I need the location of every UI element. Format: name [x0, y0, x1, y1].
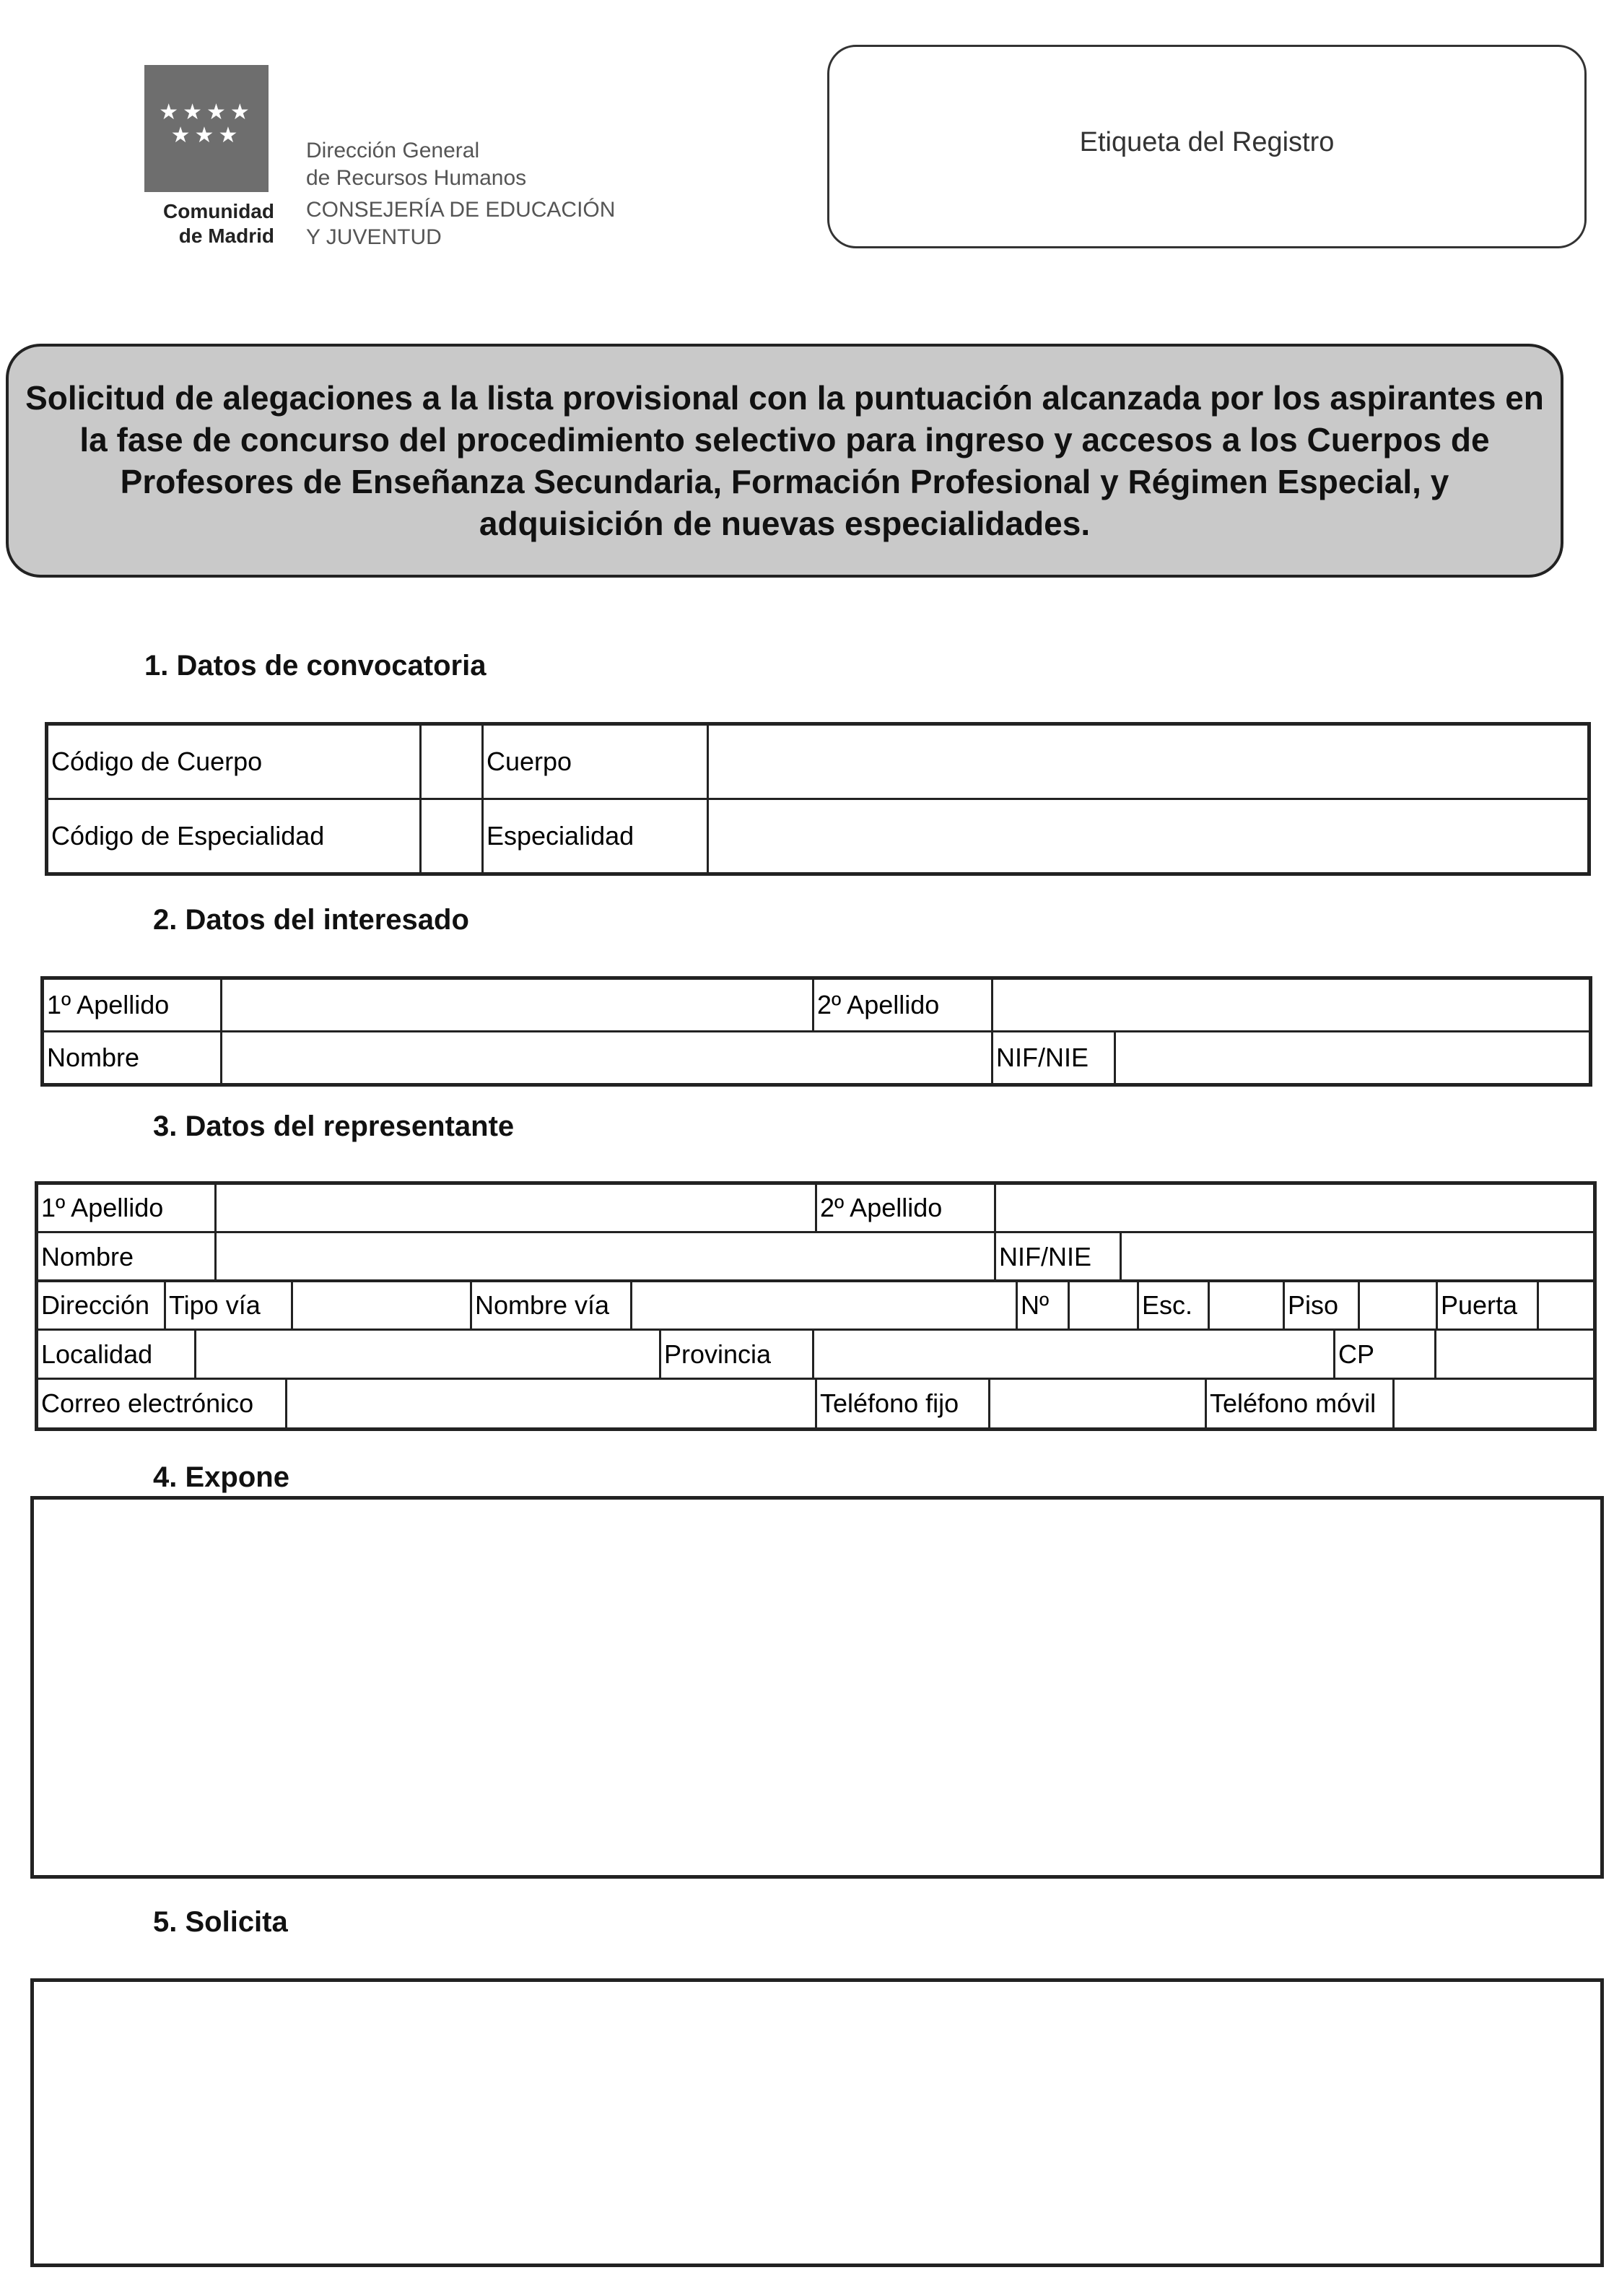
representante-table-locality — [35, 1329, 1597, 1380]
representante-table-contact — [35, 1378, 1597, 1431]
representante-nombre-label: Nombre — [37, 1232, 216, 1282]
section-heading-convocatoria: 1. Datos de convocatoria — [144, 650, 487, 682]
tipo-via-field[interactable] — [292, 1281, 471, 1330]
telefono-fijo-label: Teléfono fijo — [816, 1379, 990, 1430]
registry-label: Etiqueta del Registro — [1079, 127, 1335, 157]
piso-label: Piso — [1284, 1281, 1359, 1330]
telefono-movil-field[interactable] — [1394, 1379, 1595, 1430]
interesado-nif-field[interactable] — [1115, 1032, 1591, 1085]
numero-label: Nº — [1017, 1281, 1069, 1330]
convocatoria-table — [45, 722, 1591, 876]
provincia-label: Provincia — [660, 1330, 813, 1379]
tipo-via-label: Tipo vía — [165, 1281, 292, 1330]
logo-caption: Comunidad de Madrid — [163, 200, 274, 247]
interesado-apellido1-label: 1º Apellido — [43, 978, 222, 1032]
interesado-nombre-label: Nombre — [43, 1032, 222, 1085]
section-heading-expone: 4. Expone — [153, 1461, 289, 1493]
interesado-table — [40, 976, 1592, 1087]
representante-nombre-field[interactable] — [216, 1232, 995, 1282]
representante-table-names — [35, 1181, 1597, 1282]
expone-textarea[interactable] — [30, 1496, 1604, 1879]
representante-table-address — [35, 1279, 1597, 1331]
logo-stars-icon: ★★★★ ★★★ — [159, 100, 254, 147]
escalera-field[interactable] — [1209, 1281, 1284, 1330]
telefono-movil-label: Teléfono móvil — [1206, 1379, 1394, 1430]
provincia-field[interactable] — [813, 1330, 1335, 1379]
representante-apellido2-field[interactable] — [995, 1183, 1595, 1232]
interesado-apellido2-label: 2º Apellido — [813, 978, 993, 1032]
codigo-cuerpo-label: Código de Cuerpo — [47, 724, 421, 799]
interesado-nombre-field[interactable] — [222, 1032, 993, 1085]
piso-field[interactable] — [1359, 1281, 1437, 1330]
interesado-apellido2-field[interactable] — [993, 978, 1591, 1032]
cp-label: CP — [1335, 1330, 1436, 1379]
nombre-via-label: Nombre vía — [471, 1281, 632, 1330]
especialidad-field[interactable] — [708, 799, 1589, 874]
form-title: Solicitud de alegaciones a la lista provisional con la puntuación alcanzada por los aspirantes en la fase de concurso del procedimiento selectivo para ingreso y accesos a los Cuerpos de Profesores de Enseñanza Secundaria, Formación Profesional y Régimen Especial, y adquisición de nuevas especialidades. — [25, 379, 1544, 542]
cp-field[interactable] — [1436, 1330, 1595, 1379]
section-heading-solicita: 5. Solicita — [153, 1906, 288, 1938]
telefono-fijo-field[interactable] — [990, 1379, 1206, 1430]
section-heading-representante: 3. Datos del representante — [153, 1110, 515, 1142]
nombre-via-field[interactable] — [632, 1281, 1017, 1330]
title-banner — [6, 344, 1563, 578]
numero-field[interactable] — [1069, 1281, 1138, 1330]
interesado-nif-label: NIF/NIE — [993, 1032, 1115, 1085]
localidad-label: Localidad — [37, 1330, 196, 1379]
correo-field[interactable] — [287, 1379, 816, 1430]
puerta-label: Puerta — [1437, 1281, 1538, 1330]
representante-apellido1-field[interactable] — [216, 1183, 816, 1232]
codigo-especialidad-label: Código de Especialidad — [47, 799, 421, 874]
department-text: Dirección General de Recursos Humanos CONSEJERÍA DE EDUCACIÓN Y JUVENTUD — [306, 139, 616, 249]
especialidad-label: Especialidad — [483, 799, 708, 874]
localidad-field[interactable] — [196, 1330, 660, 1379]
interesado-apellido1-field[interactable] — [222, 978, 813, 1032]
codigo-cuerpo-field[interactable] — [421, 724, 483, 799]
cuerpo-label: Cuerpo — [483, 724, 708, 799]
puerta-field[interactable] — [1538, 1281, 1595, 1330]
cuerpo-field[interactable] — [708, 724, 1589, 799]
codigo-especialidad-field[interactable] — [421, 799, 483, 874]
representante-apellido2-label: 2º Apellido — [816, 1183, 995, 1232]
representante-apellido1-label: 1º Apellido — [37, 1183, 216, 1232]
correo-label: Correo electrónico — [37, 1379, 287, 1430]
section-heading-interesado: 2. Datos del interesado — [153, 904, 469, 936]
representante-nif-field[interactable] — [1121, 1232, 1595, 1282]
representante-nif-label: NIF/NIE — [995, 1232, 1121, 1282]
solicita-textarea[interactable] — [30, 1978, 1604, 2267]
escalera-label: Esc. — [1138, 1281, 1209, 1330]
direccion-label: Dirección — [37, 1281, 165, 1330]
